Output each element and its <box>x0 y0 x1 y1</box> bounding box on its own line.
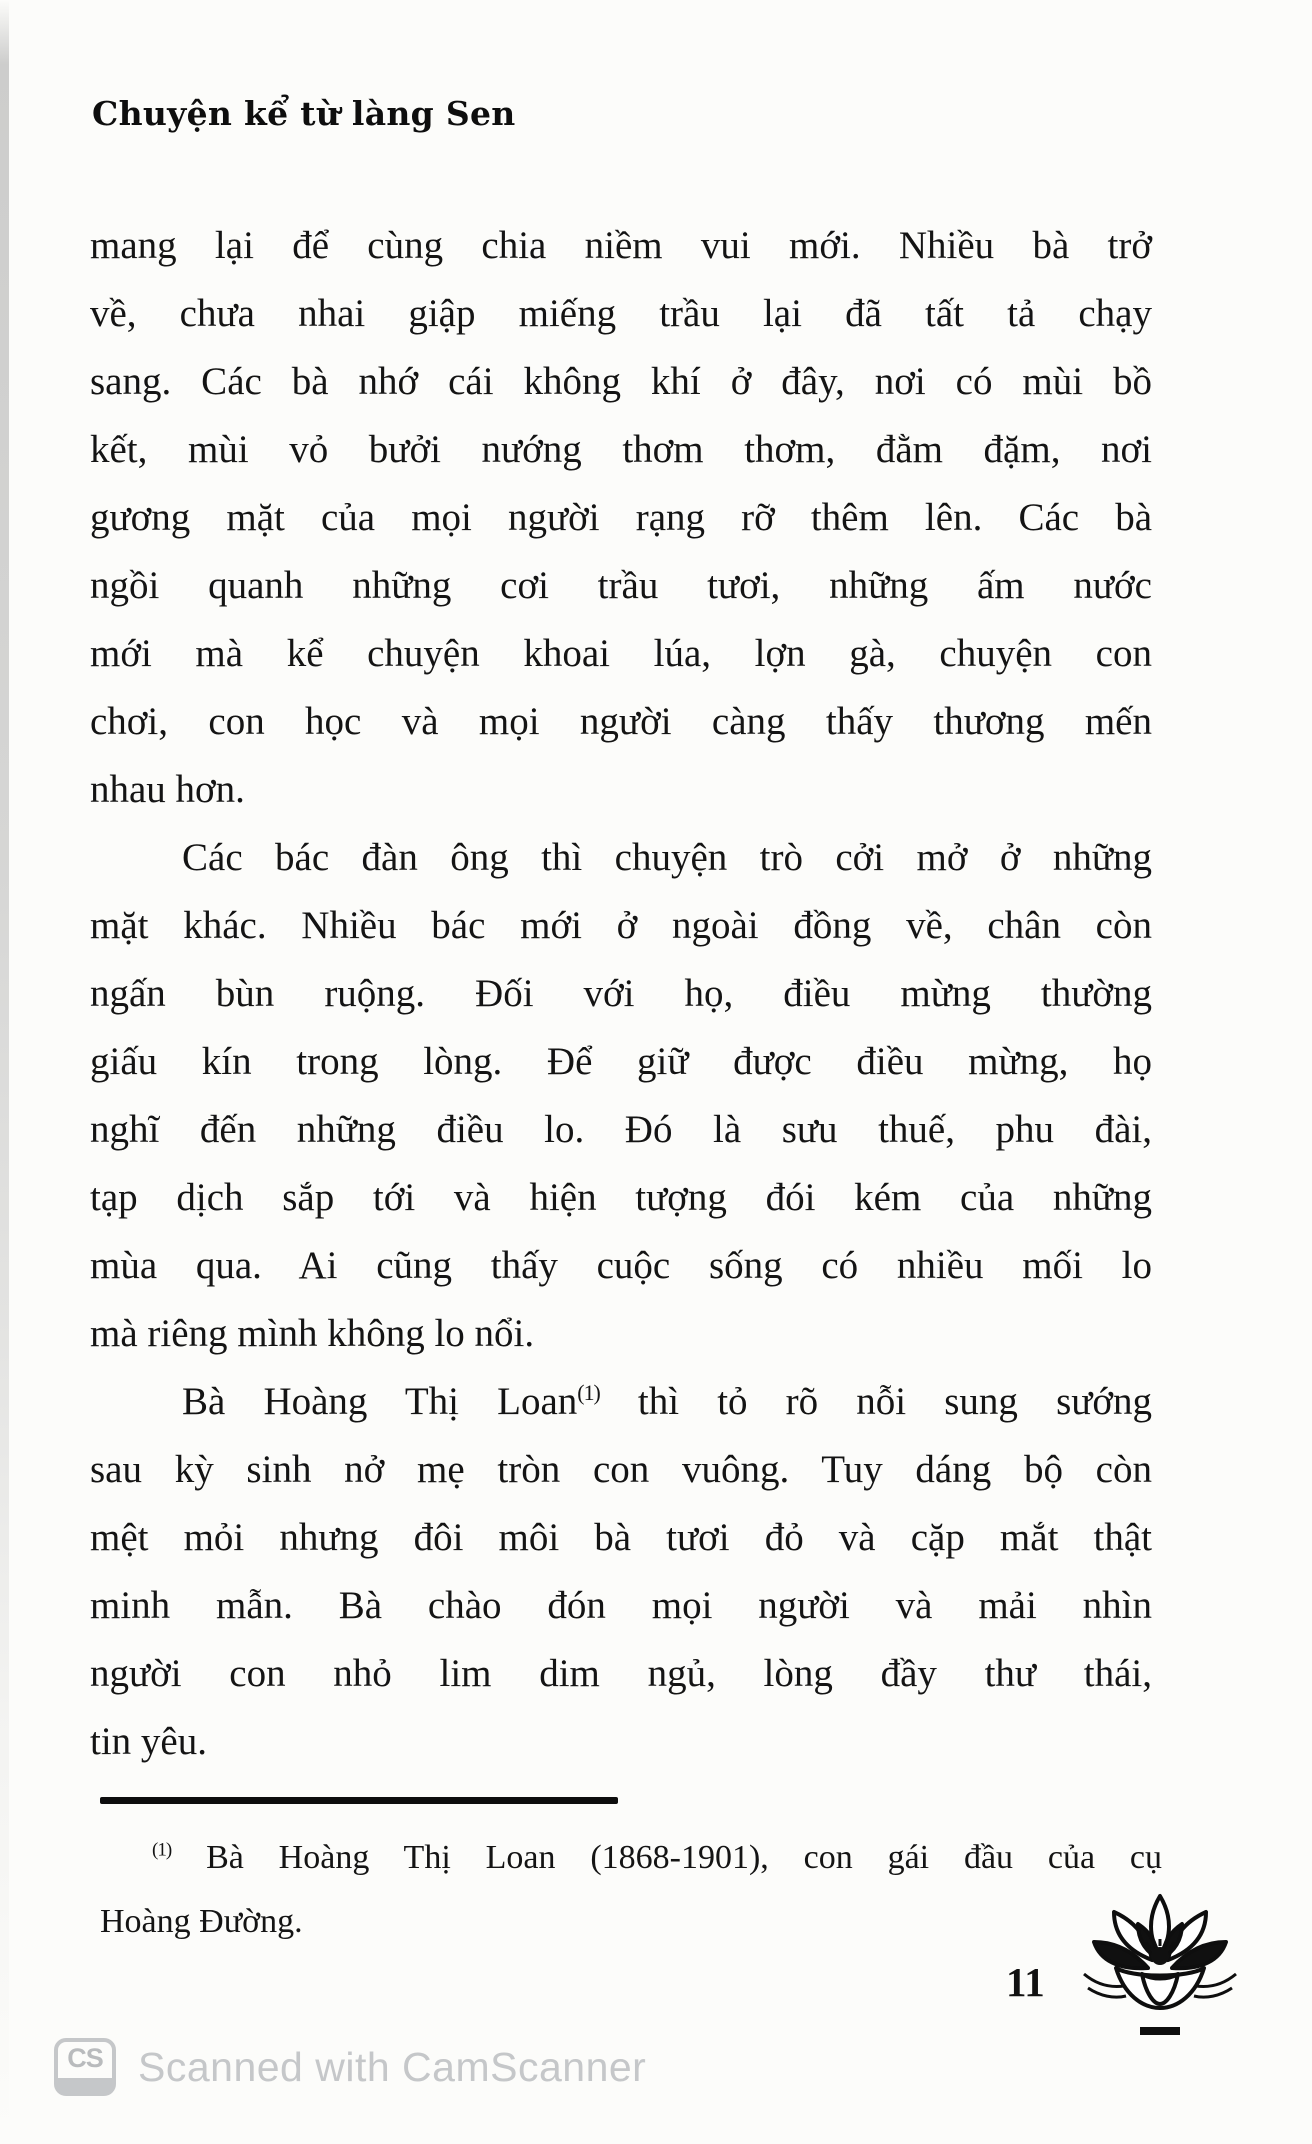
body-line: sang. Các bà nhớ cái không khí ở đây, nơi có mùi bồ <box>90 360 1152 403</box>
body-line: mang lại để cùng chia niềm vui mới. Nhiều bà trở <box>90 224 1152 267</box>
running-header: Chuyện kể từ làng Sen <box>92 94 516 133</box>
paragraph-3 <box>90 1368 1152 1776</box>
camscanner-logo-text: CS <box>67 2043 103 2073</box>
footnote-marker: (1) <box>152 1839 172 1861</box>
body-line: chơi, con học và mọi người càng thấy thương mến <box>90 700 1152 743</box>
body-line: gương mặt của mọi người rạng rỡ thêm lên. Các bà <box>90 496 1152 539</box>
body-line: mặt khác. Nhiều bác mới ở ngoài đồng về, chân còn <box>90 904 1152 947</box>
body-line: mà riêng mình không lo nổi. <box>90 1312 535 1355</box>
body-line: tin yêu. <box>90 1720 207 1763</box>
paragraph-2 <box>90 824 1152 1368</box>
body-line: mệt mỏi nhưng đôi môi bà tươi đỏ và cặp mắt thật <box>90 1516 1152 1559</box>
camscanner-watermark <box>54 2038 646 2096</box>
body-line: về, chưa nhai giập miếng trầu lại đã tất tả chạy <box>90 292 1152 335</box>
paragraph-1 <box>90 212 1152 824</box>
body-line: ngấn bùn ruộng. Đối với họ, điều mừng thường <box>90 972 1152 1015</box>
camscanner-logo-icon <box>54 2038 116 2096</box>
footnote <box>100 1826 1162 1954</box>
scan-artifact-left-edge <box>0 0 9 2144</box>
footnote-divider <box>100 1797 618 1804</box>
body-text-run: thì tỏ rõ nỗi sung sướng <box>637 1380 1153 1423</box>
body-line: nghĩ đến những điều lo. Đó là sưu thuế, phu đài, <box>90 1108 1152 1151</box>
lotus-logo <box>1080 1890 1240 2040</box>
body-line: sau kỳ sinh nở mẹ tròn con vuông. Tuy dáng bộ còn <box>90 1448 1152 1491</box>
body-text <box>90 212 1152 1776</box>
footnote-line <box>100 1826 1162 1890</box>
page-number: 11 <box>1006 1959 1045 2005</box>
body-line: giấu kín trong lòng. Để giữ được điều mừng, họ <box>90 1040 1152 1083</box>
body-line: Các bác đàn ông thì chuyện trò cởi mở ở những <box>182 836 1152 879</box>
body-line: nhau hơn. <box>90 768 245 811</box>
body-line: ngồi quanh những cơi trầu tươi, những ấm nước <box>90 564 1152 607</box>
body-line: kết, mùi vỏ bưởi nướng thơm thơm, đằm đặm, nơi <box>90 428 1152 471</box>
body-line <box>90 1368 1152 1436</box>
body-line: minh mẫn. Bà chào đón mọi người và mải nhìn <box>90 1584 1152 1627</box>
body-text-run: Bà Hoàng Thị Loan <box>182 1380 578 1423</box>
footnote-reference-marker: (1) <box>577 1381 600 1405</box>
watermark-text: Scanned with CamScanner <box>138 2043 647 2090</box>
body-line: tạp dịch sắp tới và hiện tượng đói kém của những <box>90 1176 1152 1219</box>
footnote-line: Hoàng Đường. <box>100 1903 303 1940</box>
body-line: người con nhỏ lim dim ngủ, lòng đầy thư thái, <box>90 1652 1152 1695</box>
body-line: mùa qua. Ai cũng thấy cuộc sống có nhiều mối lo <box>90 1244 1152 1287</box>
footnote-text-run: Bà Hoàng Thị Loan (1868-1901), con gái đầu của cụ <box>206 1839 1163 1876</box>
body-line: mới mà kể chuyện khoai lúa, lợn gà, chuyện con <box>90 632 1152 675</box>
camscanner-logo-bar <box>57 2078 113 2093</box>
